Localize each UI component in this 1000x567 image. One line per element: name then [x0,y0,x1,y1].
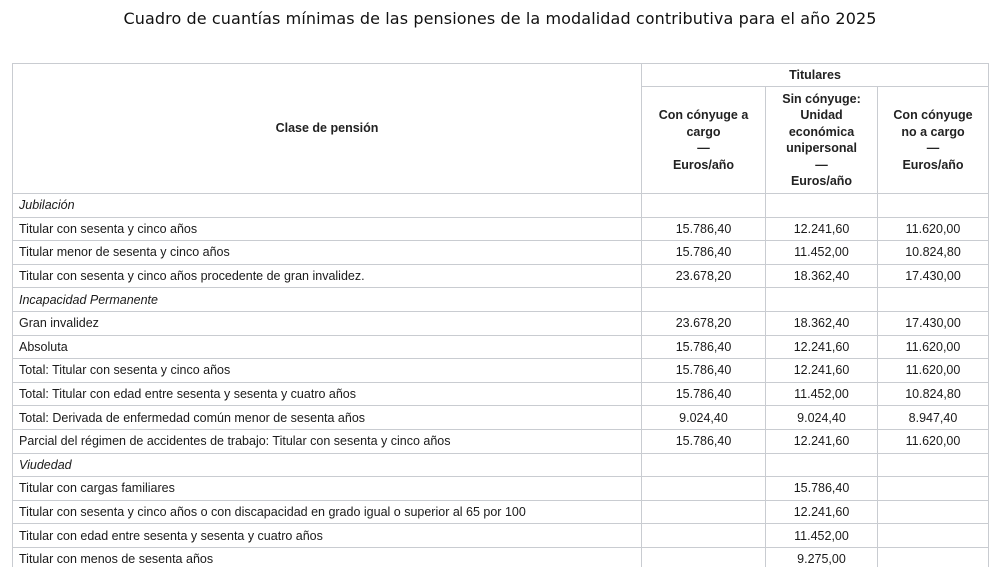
header-unit: Euros/año [672,157,735,172]
cell-sin-conyuge: 12.241,60 [766,217,878,241]
cell-no-a-cargo: 11.620,00 [878,359,989,383]
table-row [13,477,989,501]
cell-no-a-cargo [878,477,989,501]
page-title: Cuadro de cuantías mínimas de las pensiones de la modalidad contributiva para el año 2025 [123,9,877,28]
header-unit: Euros/año [790,174,853,188]
cell-con-conyuge [642,453,766,477]
table-row [13,500,989,524]
table-row [13,311,989,335]
cell-no-a-cargo: 11.620,00 [878,217,989,241]
table-row [13,359,989,383]
table-row [13,264,989,288]
cell-sin-conyuge: 9.024,40 [766,406,878,430]
header-dash: — [697,141,710,155]
header-line: unipersonal [786,141,857,155]
header-line: Unidad [800,108,843,122]
cell-con-conyuge: 9.024,40 [642,406,766,430]
cell-no-a-cargo: 8.947,40 [878,406,989,430]
row-label: Titular menor de sesenta y cinco años [13,241,642,265]
header-clase-de-pension: Clase de pensión [13,64,642,194]
table-row [13,217,989,241]
cell-no-a-cargo: 11.620,00 [878,335,989,359]
cell-con-conyuge [642,477,766,501]
row-label: Titular con edad entre sesenta y sesenta y cuatro años [13,524,642,548]
cell-con-conyuge: 15.786,40 [642,429,766,453]
cell-no-a-cargo [878,288,989,312]
cell-con-conyuge: 15.786,40 [642,217,766,241]
cell-sin-conyuge: 11.452,00 [766,524,878,548]
header-line: no a cargo [901,124,965,139]
cell-no-a-cargo [878,194,989,218]
cell-con-conyuge: 15.786,40 [642,382,766,406]
header-titulares: Titulares [642,64,989,87]
row-label: Titular con cargas familiares [13,477,642,501]
table-row [13,406,989,430]
row-label: Total: Titular con sesenta y cinco años [13,359,642,383]
section-row [13,453,989,477]
cell-sin-conyuge: 15.786,40 [766,477,878,501]
header-row-top [13,64,989,87]
cell-sin-conyuge: 11.452,00 [766,241,878,265]
cell-con-conyuge: 15.786,40 [642,359,766,383]
header-sin-conyuge [766,87,878,194]
row-label: Incapacidad Permanente [13,288,642,312]
header-dash: — [926,141,940,155]
section-row [13,288,989,312]
header-line: Sin cónyuge: [782,91,861,106]
cell-con-conyuge: 23.678,20 [642,311,766,335]
table-row [13,382,989,406]
header-con-conyuge-a-cargo [642,87,766,194]
cell-no-a-cargo: 10.824,80 [878,382,989,406]
cell-con-conyuge [642,524,766,548]
cell-sin-conyuge: 18.362,40 [766,264,878,288]
row-label: Viudedad [13,453,642,477]
cell-con-conyuge: 15.786,40 [642,241,766,265]
row-label: Total: Derivada de enfermedad común menor de sesenta años [13,406,642,430]
cell-con-conyuge [642,500,766,524]
table-row [13,429,989,453]
row-label: Gran invalidez [13,311,642,335]
cell-sin-conyuge [766,453,878,477]
header-con-conyuge-no-a-cargo [878,87,989,194]
row-label: Titular con sesenta y cinco años o con discapacidad en grado igual o superior al 65 por 100 [13,500,642,524]
row-label: Jubilación [13,194,642,218]
header-unit: Euros/año [902,157,964,172]
row-label: Titular con sesenta y cinco años procedente de gran invalidez. [13,264,642,288]
cell-con-conyuge: 15.786,40 [642,335,766,359]
row-label: Total: Titular con edad entre sesenta y sesenta y cuatro años [13,382,642,406]
header-line: económica [788,124,855,139]
cell-no-a-cargo: 17.430,00 [878,311,989,335]
section-row [13,194,989,218]
cell-con-conyuge: 23.678,20 [642,264,766,288]
table-row [13,335,989,359]
header-line: Con cónyuge a [658,108,749,122]
cell-no-a-cargo [878,500,989,524]
row-label: Titular con menos de sesenta años [13,547,642,567]
table-row [13,524,989,548]
cell-no-a-cargo: 10.824,80 [878,241,989,265]
cell-sin-conyuge [766,288,878,312]
cell-sin-conyuge [766,194,878,218]
cell-con-conyuge [642,194,766,218]
cell-no-a-cargo [878,547,989,567]
cell-sin-conyuge: 18.362,40 [766,311,878,335]
header-dash: — [815,157,828,172]
cell-sin-conyuge: 9.275,00 [766,547,878,567]
header-line: cargo [686,124,721,139]
cell-sin-conyuge: 12.241,60 [766,335,878,359]
row-label: Parcial del régimen de accidentes de trabajo: Titular con sesenta y cinco años [13,429,642,453]
cell-sin-conyuge: 12.241,60 [766,500,878,524]
cell-sin-conyuge: 12.241,60 [766,359,878,383]
pension-table [12,63,989,567]
header-line: Con cónyuge [893,108,973,122]
cell-sin-conyuge: 11.452,00 [766,382,878,406]
row-label: Titular con sesenta y cinco años [13,217,642,241]
cell-sin-conyuge: 12.241,60 [766,429,878,453]
cell-no-a-cargo: 11.620,00 [878,429,989,453]
row-label: Absoluta [13,335,642,359]
cell-no-a-cargo [878,453,989,477]
cell-con-conyuge [642,547,766,567]
cell-con-conyuge [642,288,766,312]
table-row [13,241,989,265]
cell-no-a-cargo: 17.430,00 [878,264,989,288]
cell-no-a-cargo [878,524,989,548]
table-row [13,547,989,567]
